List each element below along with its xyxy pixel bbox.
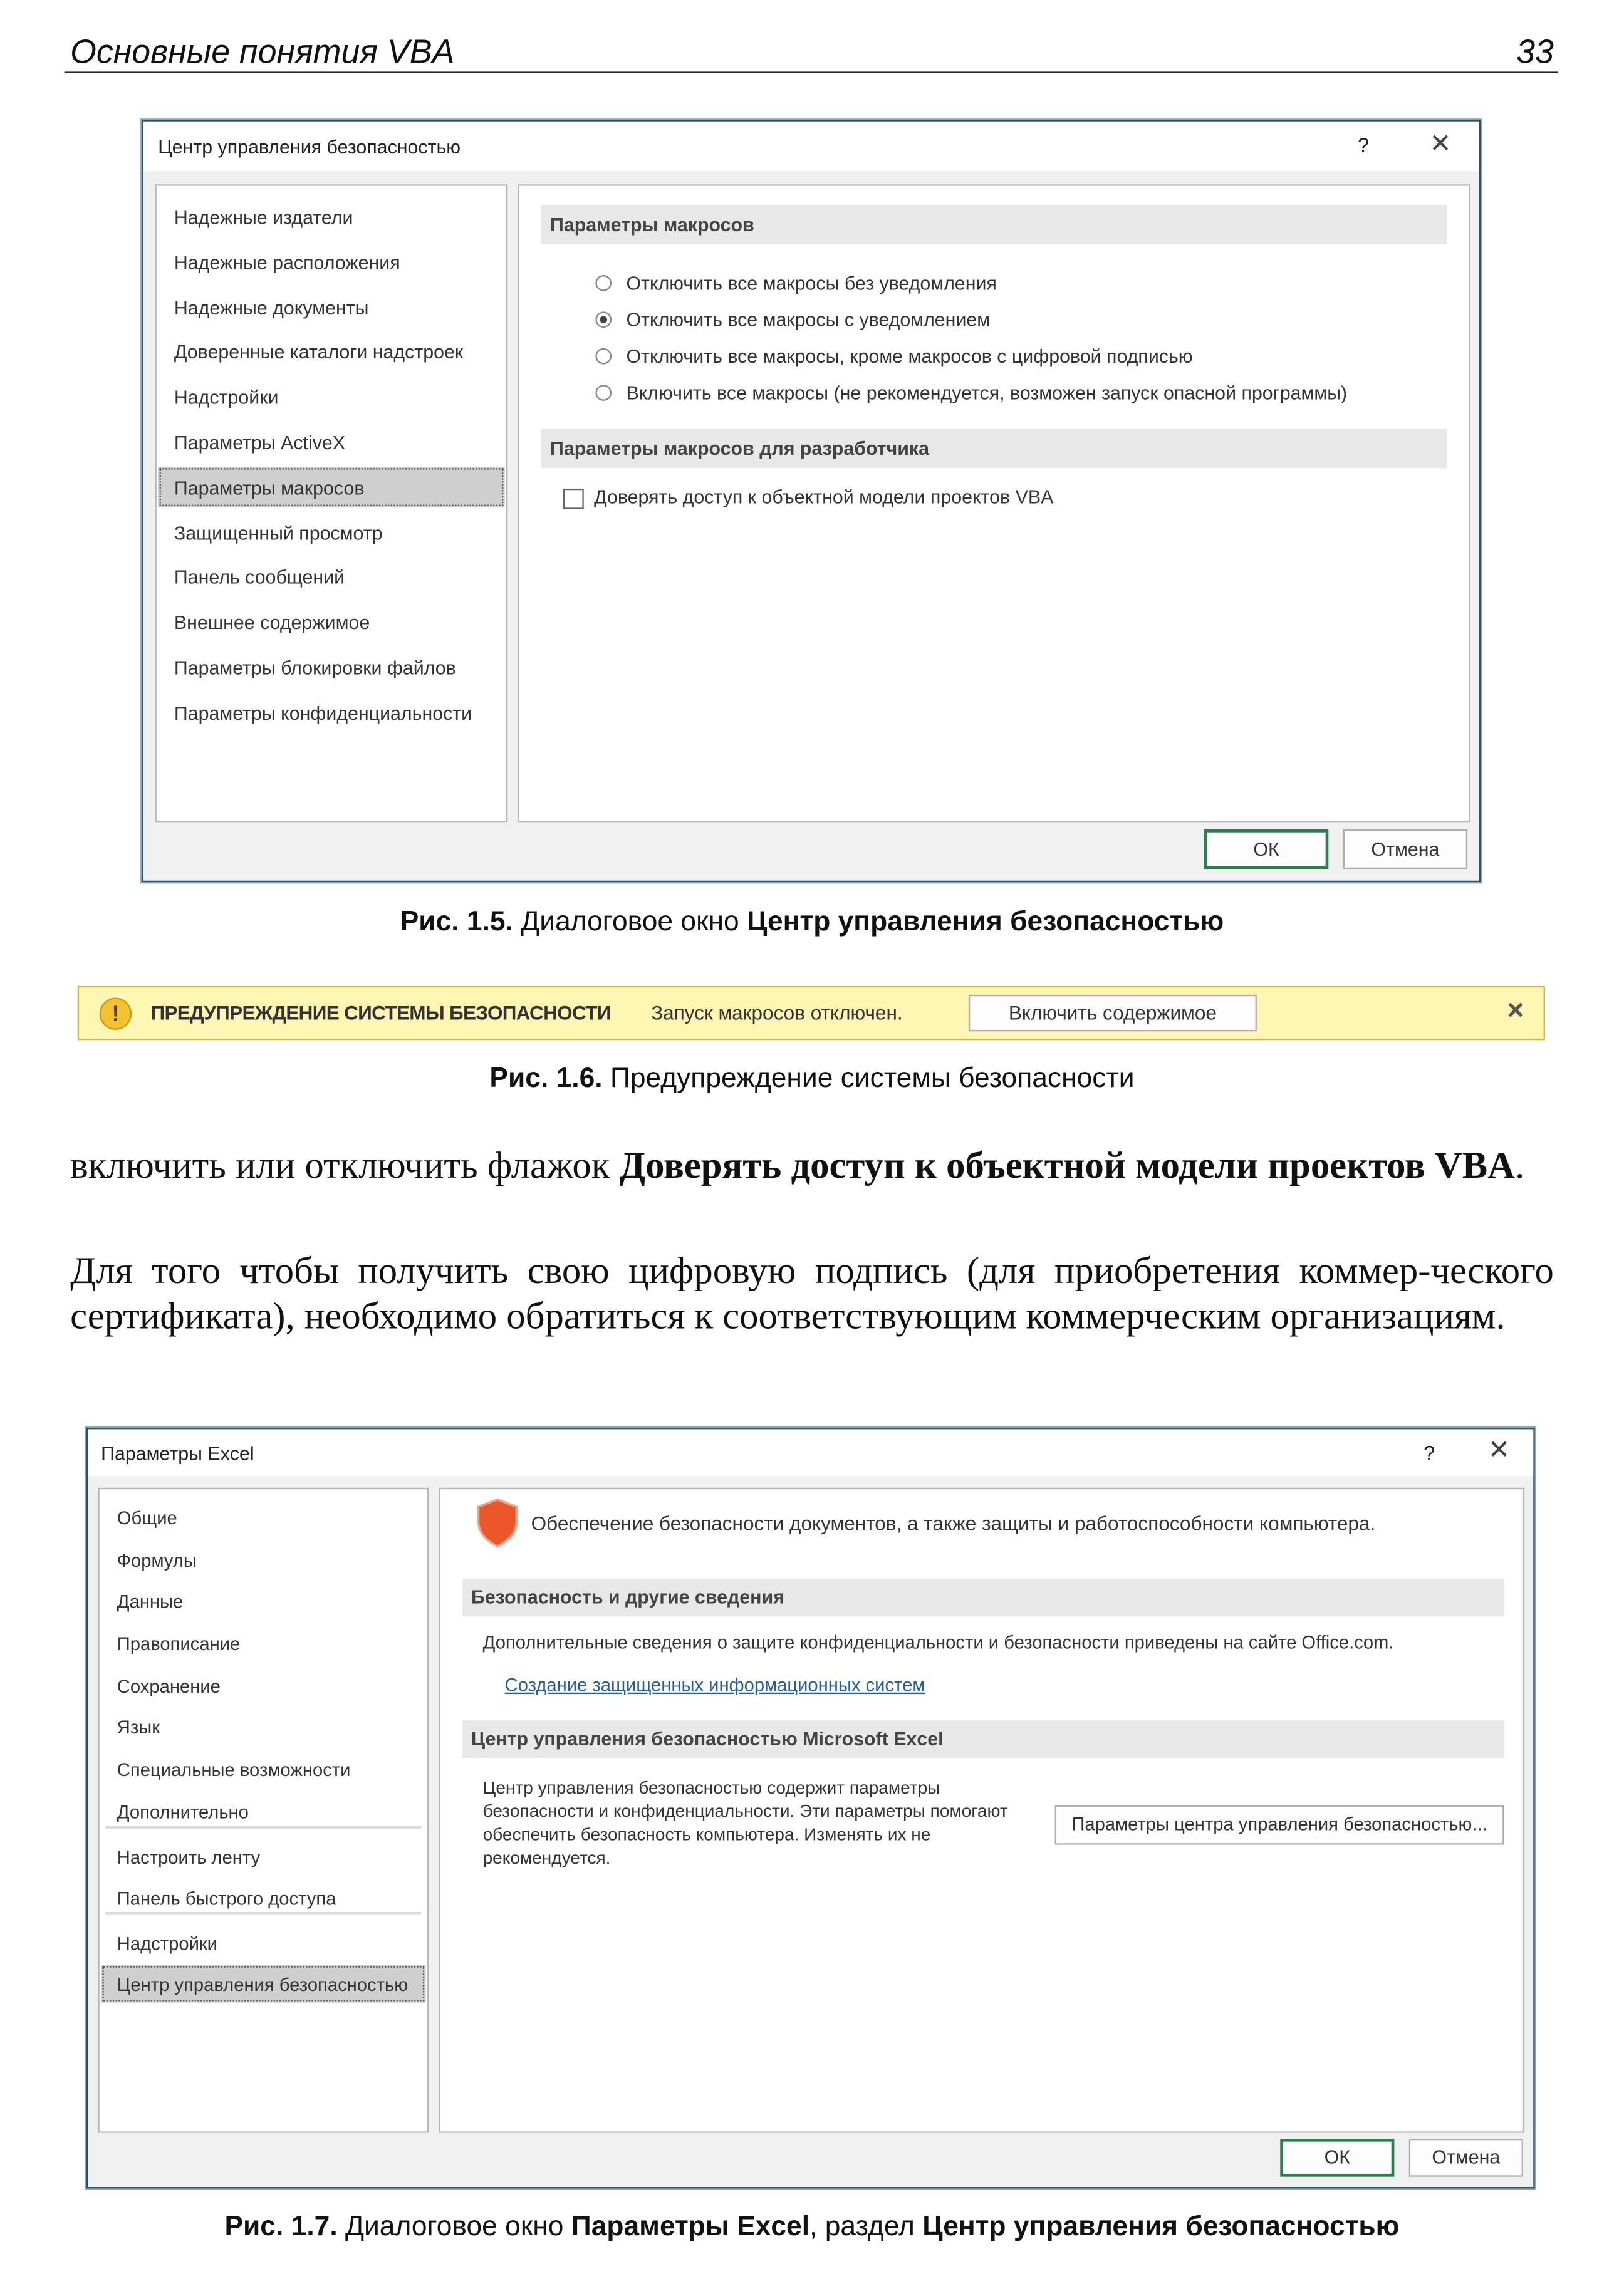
description-line: рекомендуется.	[482, 1847, 611, 1868]
nav-item[interactable]: Формулы	[117, 1551, 197, 1571]
p1-end: .	[1515, 1144, 1525, 1187]
nav-item[interactable]: Параметры конфиденциальности	[174, 702, 472, 724]
secure-systems-link[interactable]: Создание защищенных информационных систем	[504, 1675, 925, 1696]
caption-number: Рис. 1.5.	[400, 906, 513, 938]
macro-radio[interactable]	[595, 311, 612, 328]
macro-radio[interactable]	[595, 385, 612, 401]
nav-item[interactable]: Общие	[117, 1508, 177, 1529]
paragraph-2: Для того чтобы получить свою цифровую подпись (для приобретения коммер-ческого сертификата), необходимо обратиться к соответствующим коммерческим организациям.	[70, 1249, 1554, 1338]
caption-text: , раздел	[809, 2211, 923, 2243]
caption-bold: Центр управления безопасностью	[922, 2211, 1400, 2243]
nav-item[interactable]: Параметры ActiveX	[174, 431, 346, 454]
nav-item[interactable]: Специальные возможности	[117, 1760, 351, 1780]
description-line: безопасности и конфиденциальности. Эти параметры помогают	[482, 1800, 1008, 1822]
nav-item[interactable]: Правописание	[117, 1634, 241, 1655]
warning-title: ПРЕДУПРЕЖДЕНИЕ СИСТЕМЫ БЕЗОПАСНОСТИ	[150, 1002, 611, 1024]
header-rule	[65, 71, 1558, 73]
figure-caption-1-5	[0, 907, 1624, 939]
nav-item[interactable]: Данные	[117, 1591, 184, 1613]
macro-radio-label[interactable]: Отключить все макросы с уведомлением	[626, 308, 991, 331]
dialog-title: Центр управления безопасностью	[158, 136, 461, 158]
trust-vba-checkbox[interactable]	[563, 489, 584, 509]
page-number: 33	[1516, 32, 1554, 71]
nav-item[interactable]: Доверенные каталоги надстроек	[174, 341, 464, 364]
macro-radio-label[interactable]: Отключить все макросы без уведомления	[626, 272, 997, 294]
trust-vba-label[interactable]: Доверять доступ к объектной модели проектов VBA	[594, 486, 1054, 508]
nav-separator	[105, 1826, 421, 1829]
ok-button[interactable]: ОК	[1280, 2139, 1394, 2177]
close-button[interactable]: ✕	[1429, 128, 1452, 158]
nav-item[interactable]: Центр управления безопасностью	[117, 1975, 409, 1996]
ok-button[interactable]: ОК	[1204, 829, 1328, 869]
caption-bold: Центр управления безопасностью	[747, 906, 1224, 938]
cancel-button[interactable]: Отмена	[1343, 829, 1467, 869]
nav-separator	[105, 1912, 421, 1915]
running-header-title: Основные понятия VBA	[70, 32, 455, 71]
title-bar	[88, 1429, 1533, 1476]
caption-text: Диалоговое окно	[337, 2211, 571, 2243]
trust-center-settings-button[interactable]: Параметры центра управления безопасностью...	[1055, 1805, 1504, 1845]
section-header-trust-center: Центр управления безопасностью Microsoft Excel	[462, 1720, 1504, 1758]
nav-list	[155, 184, 508, 822]
nav-item[interactable]: Надежные расположения	[174, 251, 400, 274]
help-button[interactable]: ?	[1424, 1441, 1435, 1465]
nav-item[interactable]: Надежные издатели	[174, 206, 353, 229]
section-header-security-info: Безопасность и другие сведения	[462, 1579, 1504, 1617]
intro-text: Обеспечение безопасности документов, а также защиты и работоспособности компьютера.	[531, 1512, 1376, 1535]
description-line: Центр управления безопасностью содержит параметры	[482, 1777, 940, 1798]
macro-radio-label[interactable]: Включить все макросы (не рекомендуется, возможен запуск опасной программы)	[626, 382, 1348, 404]
nav-item[interactable]: Панель быстрого доступа	[117, 1888, 336, 1909]
caption-bold: Параметры Excel	[571, 2211, 810, 2243]
macro-radio[interactable]	[595, 348, 612, 365]
p1-text: включить или отключить флажок	[70, 1144, 620, 1187]
dialog-title: Параметры Excel	[101, 1442, 254, 1465]
shield-icon	[476, 1498, 519, 1547]
nav-item[interactable]: Надстройки	[117, 1934, 217, 1955]
nav-item[interactable]: Дополнительно	[117, 1802, 249, 1823]
nav-item[interactable]: Надежные документы	[174, 296, 369, 319]
nav-item[interactable]: Параметры макросов	[174, 476, 365, 499]
macro-radio-label[interactable]: Отключить все макросы, кроме макросов с цифровой подписью	[626, 345, 1193, 368]
nav-item[interactable]: Язык	[117, 1717, 160, 1738]
security-warning-bar	[78, 986, 1545, 1040]
p1-bold: Доверять доступ к объектной модели проектов VBA	[619, 1144, 1516, 1187]
help-button[interactable]: ?	[1358, 133, 1370, 157]
caption-text: Диалоговое окно	[513, 906, 747, 938]
figure-caption-1-7	[0, 2212, 1624, 2244]
warning-message: Запуск макросов отключен.	[651, 1002, 903, 1024]
figure-caption-1-6	[0, 1064, 1624, 1096]
title-bar	[143, 122, 1479, 171]
nav-item[interactable]: Внешнее содержимое	[174, 611, 370, 634]
close-button[interactable]: ✕	[1487, 1435, 1511, 1465]
excel-options-dialog	[86, 1428, 1535, 2188]
nav-item[interactable]: Сохранение	[117, 1676, 221, 1697]
macro-radio[interactable]	[595, 275, 612, 291]
caption-number: Рис. 1.7.	[224, 2211, 338, 2243]
nav-item[interactable]: Панель сообщений	[174, 566, 345, 589]
caption-text: Предупреждение системы безопасности	[602, 1063, 1135, 1094]
section-header-developer-macro-settings: Параметры макросов для разработчика	[541, 429, 1447, 468]
info-text: Дополнительные сведения о защите конфиденциальности и безопасности приведены на сайте Office.com.	[482, 1633, 1394, 1653]
cancel-button[interactable]: Отмена	[1409, 2139, 1523, 2177]
nav-item[interactable]: Настроить ленту	[117, 1847, 261, 1868]
nav-list	[98, 1488, 429, 2133]
content-pane	[439, 1488, 1525, 2133]
nav-item[interactable]: Надстройки	[174, 386, 279, 408]
trust-center-dialog	[142, 120, 1481, 882]
content-pane	[518, 184, 1470, 822]
warning-icon: !	[100, 998, 132, 1030]
enable-content-button[interactable]: Включить содержимое	[969, 995, 1257, 1031]
nav-item[interactable]: Защищенный просмотр	[174, 521, 383, 544]
trust-center-description	[483, 1776, 1008, 1869]
description-line: обеспечить безопасность компьютера. Изменять их не	[482, 1824, 931, 1845]
section-header-macro-settings: Параметры макросов	[541, 205, 1447, 244]
paragraph-1	[70, 1143, 1554, 1188]
caption-number: Рис. 1.6.	[489, 1063, 603, 1094]
close-warning-button[interactable]: ×	[1507, 994, 1524, 1027]
nav-item[interactable]: Параметры блокировки файлов	[174, 657, 456, 679]
